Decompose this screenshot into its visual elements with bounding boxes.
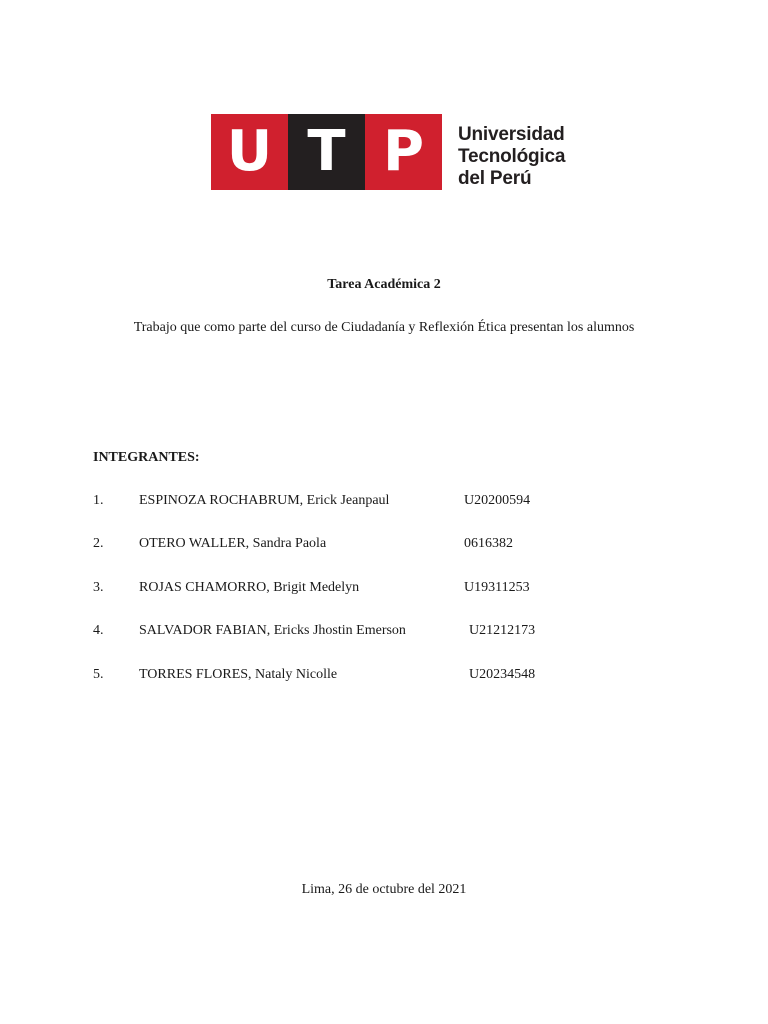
document-date: Lima, 26 de octubre del 2021 (301, 882, 467, 897)
document-title: Tarea Académica 2 (327, 277, 441, 292)
member-number: 4. (93, 623, 104, 638)
logo-university-name (458, 124, 565, 190)
member-code: U20234548 (469, 667, 536, 682)
member-row-3 (93, 580, 653, 600)
member-number: 3. (93, 580, 104, 595)
member-name: TORRES FLORES, Nataly Nicolle (139, 667, 338, 682)
member-name: ROJAS CHAMORRO, Brigit Medelyn (139, 580, 360, 595)
member-row-5 (93, 667, 653, 687)
member-row-2 (93, 536, 653, 556)
member-code: U19311253 (464, 580, 530, 595)
member-code: U20200594 (464, 493, 531, 508)
member-row-4 (93, 623, 653, 643)
member-name: ESPINOZA ROCHABRUM, Erick Jeanpaul (139, 493, 390, 508)
member-name: SALVADOR FABIAN, Ericks Jhostin Emerson (139, 623, 406, 638)
member-code: 0616382 (464, 536, 513, 551)
member-number: 5. (93, 667, 104, 682)
logo-name-line-1: Universidad (458, 124, 565, 145)
logo-name-line-2: Tecnológica (458, 146, 566, 167)
member-name: OTERO WALLER, Sandra Paola (139, 536, 327, 551)
member-code: U21212173 (469, 623, 536, 638)
document-subtitle: Trabajo que como parte del curso de Ciudadanía y Reflexión Ética presentan los alumnos (133, 320, 635, 335)
logo-name-line-3: del Perú (458, 168, 532, 189)
member-number: 2. (93, 536, 104, 551)
logo-letter-t: T (288, 114, 365, 190)
logo-letter-p: P (365, 114, 442, 190)
logo-letter-u: U (211, 114, 288, 190)
member-row-1 (93, 493, 653, 513)
member-number: 1. (93, 493, 104, 508)
utp-logo (211, 114, 442, 190)
members-heading: INTEGRANTES: (93, 450, 200, 465)
